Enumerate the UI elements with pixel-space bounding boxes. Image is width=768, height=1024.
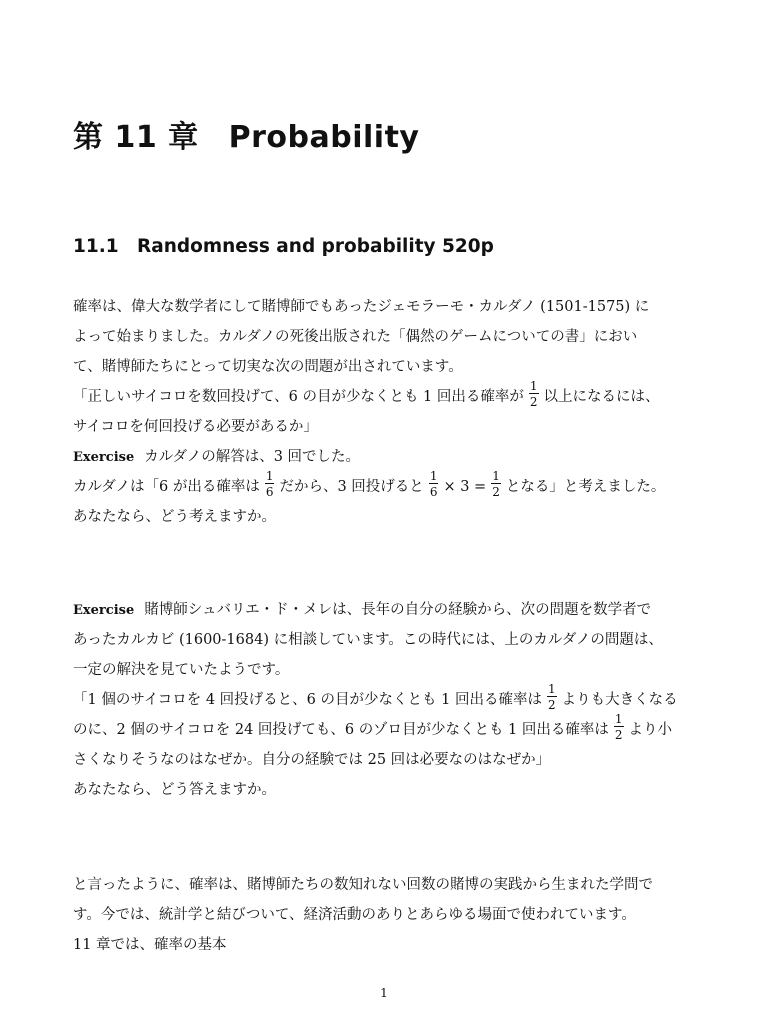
chapter-heading xyxy=(73,112,419,156)
text-line: と言ったように、確率は、賭博師たちの数知れない回数の賭博の実践から生まれた学問で xyxy=(73,877,653,893)
text-segment: × 3 = xyxy=(443,479,487,495)
fraction-one-sixth xyxy=(429,470,439,498)
text-line: サイコロを何回投げる必要があるか」 xyxy=(73,419,318,435)
text-line xyxy=(73,595,695,625)
fraction-denominator: 2 xyxy=(529,395,538,409)
text-segment: だから、3 回投げると xyxy=(279,479,424,495)
fraction-numerator: 1 xyxy=(265,469,274,483)
fraction-numerator: 1 xyxy=(547,682,556,696)
paragraph-cardano xyxy=(73,292,695,532)
fraction-denominator: 6 xyxy=(429,485,438,499)
text-segment: のに、2 個のサイコロを 24 回投げても、6 のゾロ目が少なくとも 1 回出る確率は xyxy=(73,722,609,738)
section-number: 11.1 xyxy=(73,236,119,257)
fraction-denominator: 2 xyxy=(492,485,500,499)
text-line xyxy=(73,469,695,502)
text-line: あったカルカビ (1600-1684) に相談しています。この時代には、上のカルダノの問題は、 xyxy=(73,632,663,648)
text-line xyxy=(73,712,695,745)
fraction-denominator: 6 xyxy=(265,485,274,499)
text-segment: 賭博師シュバリエ・ド・メレは、長年の自分の経験から、次の問題を数学者で xyxy=(144,602,652,618)
chapter-number: 第 11 章 xyxy=(73,120,199,155)
fraction-one-half xyxy=(529,380,539,408)
text-line: す。今では、統計学と結びついて、経済活動のありとあらゆる場面で使われています。 xyxy=(73,907,636,923)
text-segment: よりも大きくなる xyxy=(561,692,678,708)
text-segment: より小 xyxy=(628,722,673,738)
text-line: あなたなら、どう答えますか。 xyxy=(73,782,276,798)
fraction-numerator: 1 xyxy=(429,469,438,483)
fraction-denominator: 2 xyxy=(614,728,623,742)
text-line: よって始まりました。カルダノの死後出版された「偶然のゲームについての書」におい xyxy=(73,329,638,345)
fraction-one-sixth xyxy=(265,470,275,498)
text-line: 一定の解決を見ていたようです。 xyxy=(73,662,290,678)
exercise-label: Exercise xyxy=(73,603,135,618)
page-number: 1 xyxy=(380,986,388,1000)
section-heading xyxy=(73,236,494,257)
text-line: さくなりそうなのはなぜか。自分の経験では 25 回は必要なのはなぜか」 xyxy=(73,752,551,768)
text-line xyxy=(73,682,695,715)
fraction-one-half xyxy=(547,683,557,711)
paragraph-conclusion xyxy=(73,870,695,960)
fraction-denominator: 2 xyxy=(547,698,556,712)
fraction-numerator: 1 xyxy=(492,469,500,483)
fraction-numerator: 1 xyxy=(614,712,623,726)
exercise-label: Exercise xyxy=(73,450,135,465)
text-segment: カルダノは「6 が出る確率は xyxy=(73,479,260,495)
fraction-one-half xyxy=(491,470,501,498)
section-title: Randomness and probability 520p xyxy=(137,236,494,257)
text-line: て、賭博師たちにとって切実な次の問題が出されています。 xyxy=(73,359,463,375)
text-segment: カルダノの解答は、3 回でした。 xyxy=(144,449,361,465)
text-line: あなたなら、どう考えますか。 xyxy=(73,509,276,525)
text-segment: 以上になるには、 xyxy=(543,389,660,405)
fraction-numerator: 1 xyxy=(529,379,538,393)
text-segment: となる」と考えました。 xyxy=(505,479,666,495)
text-line xyxy=(73,442,695,472)
chapter-title: Probability xyxy=(228,120,420,155)
text-line: 確率は、偉大な数学者にして賭博師でもあったジェモラーモ・カルダノ (1501-1575) に xyxy=(73,299,650,315)
text-segment: 「1 個のサイコロを 4 回投げると、6 の目が少なくとも 1 回出る確率は xyxy=(73,692,542,708)
paragraph-de-mere xyxy=(73,595,695,805)
fraction-one-half xyxy=(614,713,624,741)
text-line: 11 章では、確率の基本 xyxy=(73,937,227,953)
text-line xyxy=(73,379,695,412)
text-segment: 「正しいサイコロを数回投げて、6 の目が少なくとも 1 回出る確率が xyxy=(73,389,524,405)
